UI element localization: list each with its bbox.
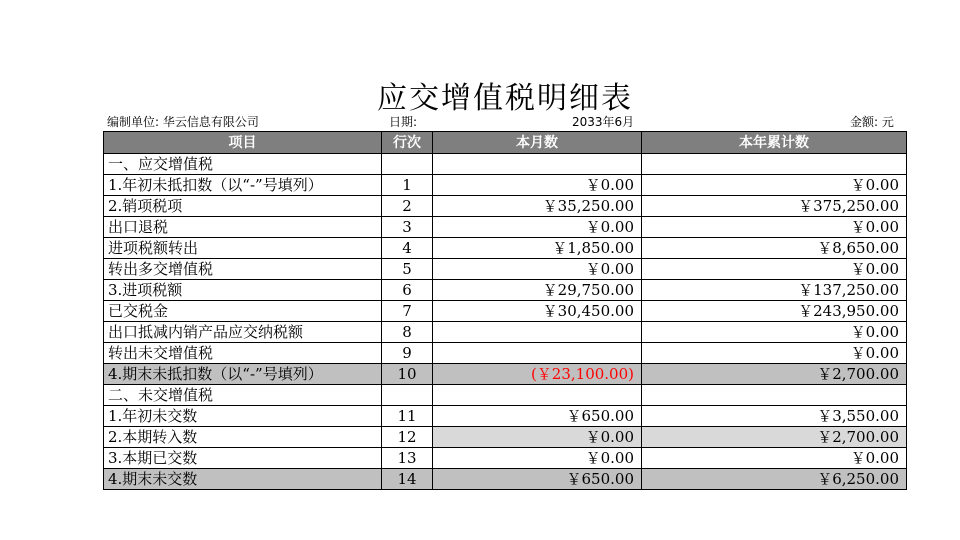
cell-line[interactable]: 9: [382, 343, 433, 364]
cell-line[interactable]: [382, 154, 433, 175]
cell-month[interactable]: ￥0.00: [433, 217, 642, 238]
cell-line[interactable]: 11: [382, 406, 433, 427]
cell-ytd[interactable]: ￥0.00: [642, 322, 907, 343]
column-header-ytd[interactable]: 本年累计数: [642, 132, 907, 154]
cell-month[interactable]: ￥35,250.00: [433, 196, 642, 217]
table-row: [104, 343, 907, 364]
table-row: [104, 280, 907, 301]
cell-month[interactable]: ￥650.00: [433, 469, 642, 490]
amount-unit-field: [850, 113, 894, 130]
table-row: [104, 301, 907, 322]
cell-line[interactable]: 10: [382, 364, 433, 385]
cell-line[interactable]: 4: [382, 238, 433, 259]
cell-line[interactable]: 5: [382, 259, 433, 280]
cell-ytd[interactable]: ￥0.00: [642, 217, 907, 238]
company-value: 华云信息有限公司: [162, 115, 259, 129]
vat-detail-table: [103, 131, 907, 490]
company-label: 编制单位:: [107, 115, 160, 129]
table-row: [104, 238, 907, 259]
cell-month[interactable]: ￥650.00: [433, 406, 642, 427]
cell-ytd[interactable]: ￥0.00: [642, 343, 907, 364]
report-title: 应交增值税明细表: [377, 81, 633, 116]
cell-ytd[interactable]: [642, 154, 907, 175]
cell-item[interactable]: 4.期末未交数: [104, 469, 382, 490]
column-header-line[interactable]: 行次: [382, 132, 433, 154]
cell-ytd[interactable]: ￥0.00: [642, 175, 907, 196]
cell-item[interactable]: 3.本期已交数: [104, 448, 382, 469]
cell-line[interactable]: 14: [382, 469, 433, 490]
cell-item[interactable]: 1.年初未抵扣数（以“-”号填列）: [104, 175, 382, 196]
cell-month[interactable]: ￥0.00: [433, 259, 642, 280]
cell-month[interactable]: ￥29,750.00: [433, 280, 642, 301]
cell-month[interactable]: ￥1,850.00: [433, 238, 642, 259]
cell-ytd[interactable]: ￥6,250.00: [642, 469, 907, 490]
cell-item[interactable]: 二、未交增值税: [104, 385, 382, 406]
cell-line[interactable]: 6: [382, 280, 433, 301]
cell-line[interactable]: 2: [382, 196, 433, 217]
cell-item[interactable]: 3.进项税额: [104, 280, 382, 301]
table-row: [104, 448, 907, 469]
cell-month[interactable]: [433, 385, 642, 406]
table-row: [104, 217, 907, 238]
table-row: [104, 175, 907, 196]
cell-ytd[interactable]: ￥2,700.00: [642, 427, 907, 448]
cell-item[interactable]: 2.销项税项: [104, 196, 382, 217]
cell-item[interactable]: 转出多交增值税: [104, 259, 382, 280]
cell-ytd[interactable]: ￥2,700.00: [642, 364, 907, 385]
amount-label: 金额:: [850, 115, 879, 129]
column-header-item[interactable]: 项目: [104, 132, 382, 154]
cell-item[interactable]: 转出未交增值税: [104, 343, 382, 364]
cell-ytd[interactable]: ￥137,250.00: [642, 280, 907, 301]
date-label: 日期:: [389, 115, 418, 129]
cell-month[interactable]: ￥30,450.00: [433, 301, 642, 322]
cell-month[interactable]: [433, 322, 642, 343]
cell-item[interactable]: 出口抵减内销产品应交纳税额: [104, 322, 382, 343]
cell-line[interactable]: 13: [382, 448, 433, 469]
cell-line[interactable]: 8: [382, 322, 433, 343]
table-row: [104, 385, 907, 406]
cell-month[interactable]: [433, 154, 642, 175]
cell-ytd[interactable]: ￥0.00: [642, 259, 907, 280]
cell-item[interactable]: 一、应交增值税: [104, 154, 382, 175]
cell-line[interactable]: 3: [382, 217, 433, 238]
cell-line[interactable]: [382, 385, 433, 406]
cell-item[interactable]: 1.年初未交数: [104, 406, 382, 427]
table-row: [104, 259, 907, 280]
cell-line[interactable]: 12: [382, 427, 433, 448]
table-row: [104, 196, 907, 217]
header-row: [104, 132, 907, 154]
cell-item[interactable]: 4.期末未抵扣数（以“-”号填列）: [104, 364, 382, 385]
table-row: [104, 427, 907, 448]
cell-item[interactable]: 出口退税: [104, 217, 382, 238]
cell-line[interactable]: 1: [382, 175, 433, 196]
cell-item[interactable]: 已交税金: [104, 301, 382, 322]
cell-ytd[interactable]: [642, 385, 907, 406]
cell-month[interactable]: (￥23,100.00): [433, 364, 642, 385]
cell-item[interactable]: 进项税额转出: [104, 238, 382, 259]
cell-month[interactable]: ￥0.00: [433, 427, 642, 448]
amount-unit-value: 元: [881, 115, 894, 129]
cell-ytd[interactable]: ￥243,950.00: [642, 301, 907, 322]
column-header-month[interactable]: 本月数: [433, 132, 642, 154]
table-row: [104, 406, 907, 427]
cell-month[interactable]: [433, 343, 642, 364]
table-row: [104, 469, 907, 490]
table-row: [104, 364, 907, 385]
cell-month[interactable]: ￥0.00: [433, 448, 642, 469]
date-value: 2033年6月: [572, 115, 635, 129]
company-field: [107, 113, 259, 130]
cell-line[interactable]: 7: [382, 301, 433, 322]
cell-ytd[interactable]: ￥0.00: [642, 448, 907, 469]
table-row: [104, 154, 907, 175]
cell-item[interactable]: 2.本期转入数: [104, 427, 382, 448]
cell-ytd[interactable]: ￥3,550.00: [642, 406, 907, 427]
cell-ytd[interactable]: ￥375,250.00: [642, 196, 907, 217]
cell-ytd[interactable]: ￥8,650.00: [642, 238, 907, 259]
cell-month[interactable]: ￥0.00: [433, 175, 642, 196]
table-row: [104, 322, 907, 343]
